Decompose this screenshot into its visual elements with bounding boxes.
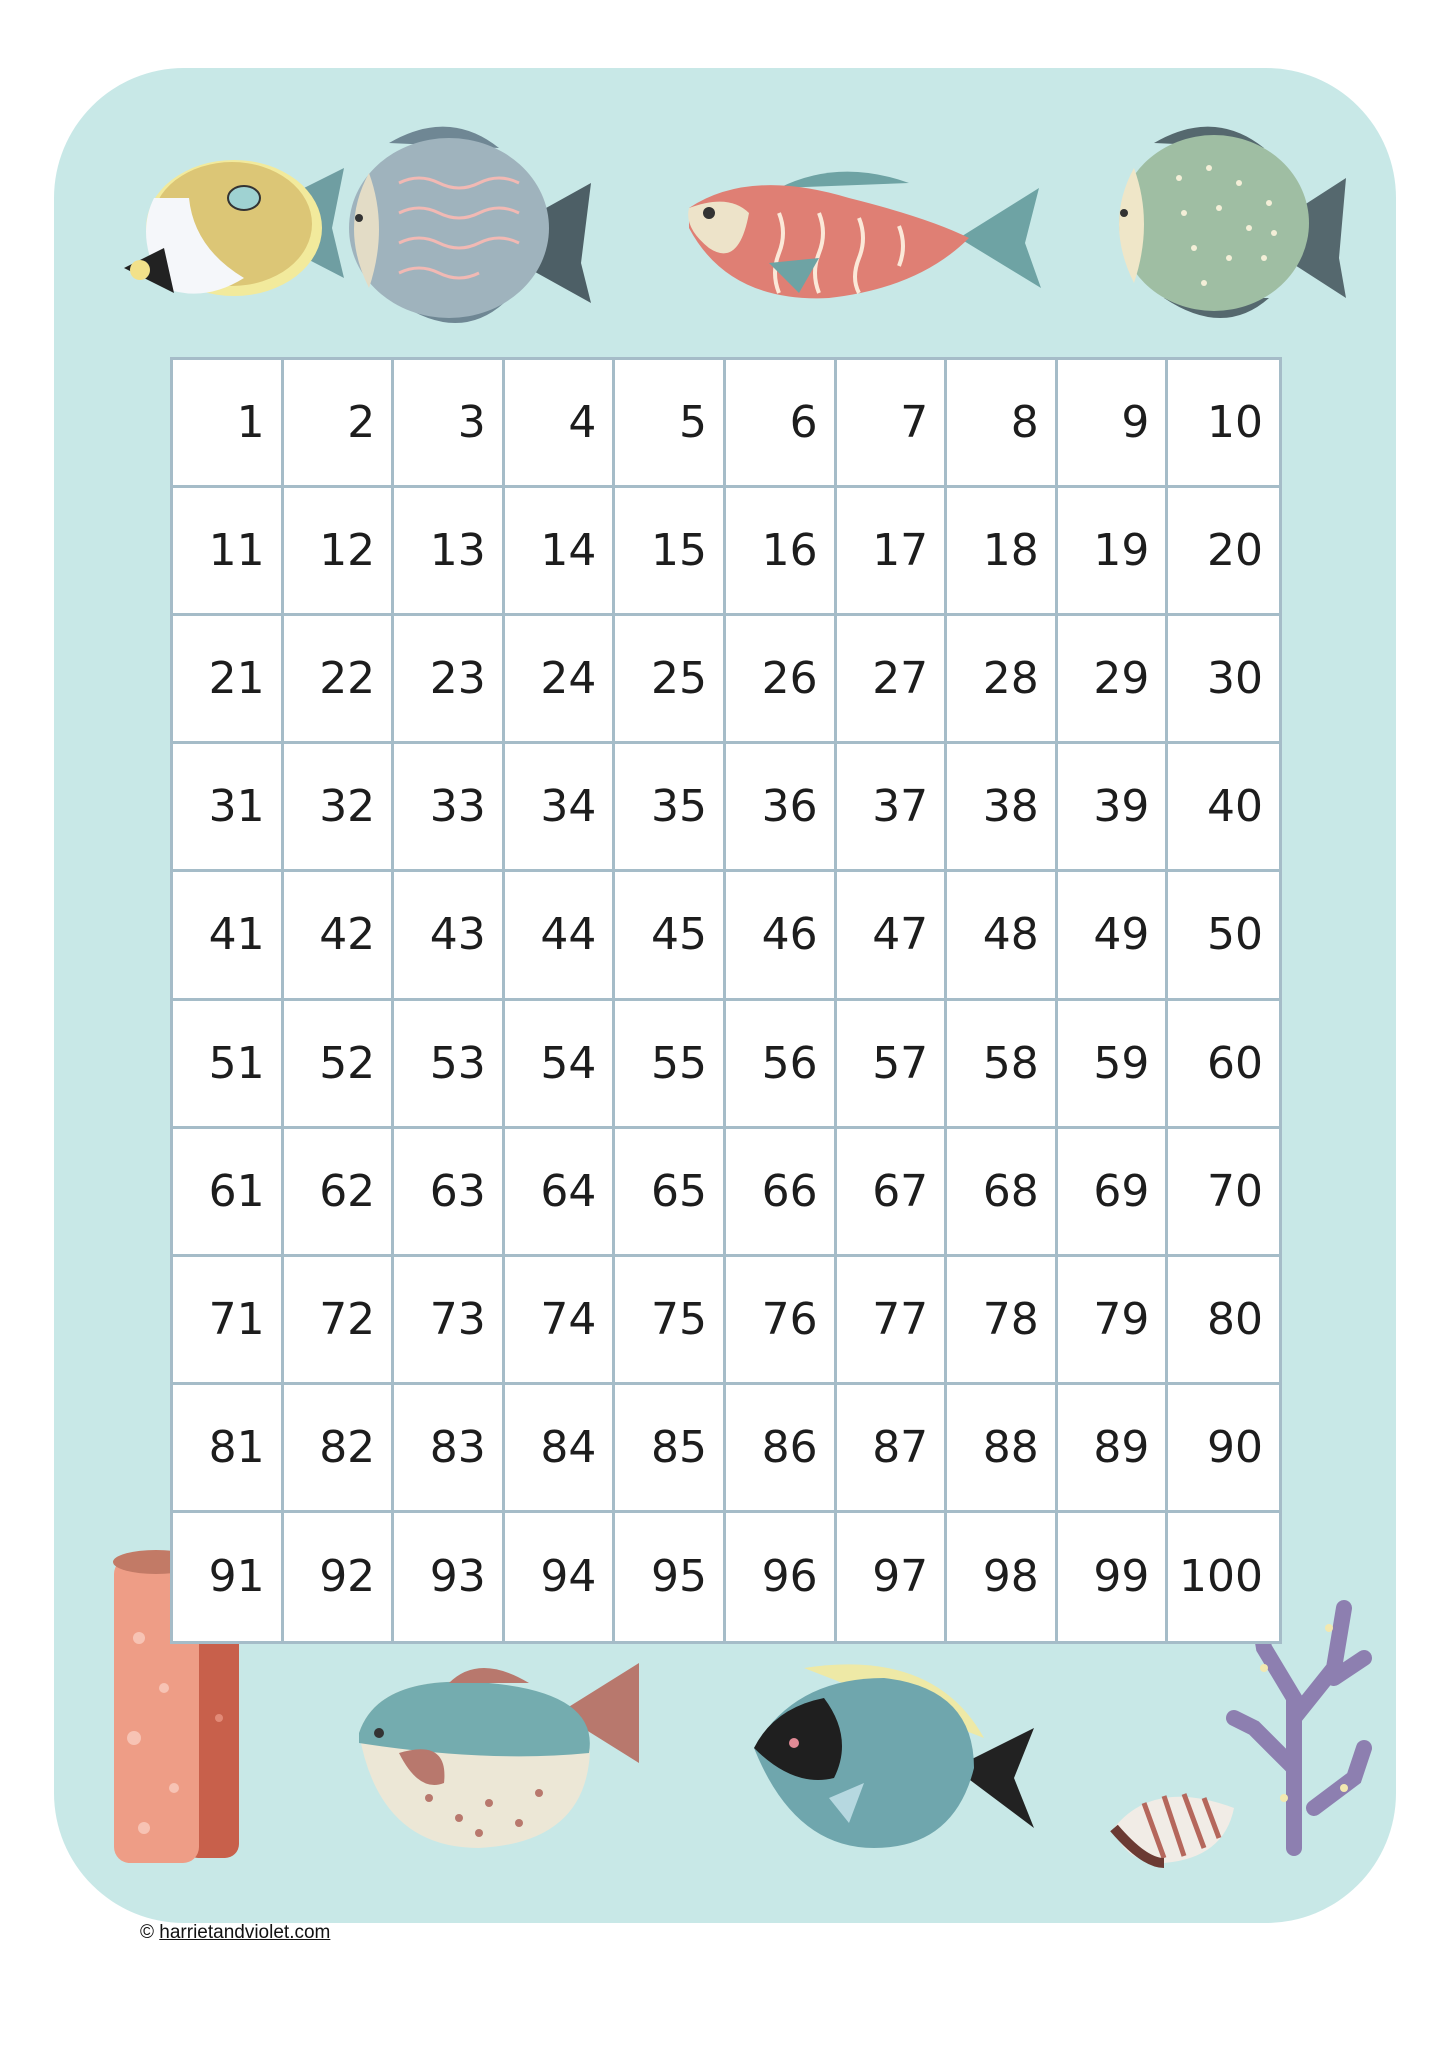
grid-cell: 8 [947,360,1058,488]
grid-cell: 80 [1168,1257,1279,1385]
grid-cell: 29 [1058,616,1169,744]
grid-cell: 34 [505,744,616,872]
grid-cell: 25 [615,616,726,744]
grid-cell: 20 [1168,488,1279,616]
grid-cell: 82 [284,1385,395,1513]
grid-cell: 86 [726,1385,837,1513]
grid-cell: 74 [505,1257,616,1385]
grid-cell: 97 [837,1513,948,1641]
grid-cell: 21 [173,616,284,744]
grid-cell: 19 [1058,488,1169,616]
grid-cell: 57 [837,1001,948,1129]
grid-cell: 93 [394,1513,505,1641]
grid-cell: 68 [947,1129,1058,1257]
grid-cell: 27 [837,616,948,744]
grid-cell: 59 [1058,1001,1169,1129]
grid-cell: 10 [1168,360,1279,488]
grid-cell: 56 [726,1001,837,1129]
grid-cell: 9 [1058,360,1169,488]
grid-cell: 100 [1179,1551,1263,1603]
hundred-number-grid [170,357,1282,1644]
grid-cell: 77 [837,1257,948,1385]
grid-cell: 47 [837,872,948,1000]
grid-cell: 65 [615,1129,726,1257]
grid-cell: 84 [505,1385,616,1513]
grid-cell: 18 [947,488,1058,616]
grid-cell: 71 [173,1257,284,1385]
grid-cell: 52 [284,1001,395,1129]
grid-cell: 85 [615,1385,726,1513]
grid-cell: 26 [726,616,837,744]
grid-cell: 64 [505,1129,616,1257]
grid-cell: 35 [615,744,726,872]
grid-cell: 39 [1058,744,1169,872]
grid-cell: 37 [837,744,948,872]
grid-cell: 99 [1058,1513,1169,1641]
grid-cell: 51 [173,1001,284,1129]
grid-cell: 89 [1058,1385,1169,1513]
red-wavy-fish-icon [669,138,1049,338]
grid-cell: 75 [615,1257,726,1385]
grid-cell: 96 [726,1513,837,1641]
grid-cell: 83 [394,1385,505,1513]
grid-cell: 31 [173,744,284,872]
grid-cell: 28 [947,616,1058,744]
grid-cell: 54 [505,1001,616,1129]
grid-cell: 60 [1168,1001,1279,1129]
grid-cell: 66 [726,1129,837,1257]
grid-cell: 88 [947,1385,1058,1513]
grid-cell: 44 [505,872,616,1000]
grid-cell: 78 [947,1257,1058,1385]
grid-cell: 36 [726,744,837,872]
grid-cell: 22 [284,616,395,744]
grid-cell: 24 [505,616,616,744]
grid-cell: 46 [726,872,837,1000]
grid-cell: 16 [726,488,837,616]
grid-cell: 50 [1168,872,1279,1000]
grid-cell: 6 [726,360,837,488]
grid-cell: 63 [394,1129,505,1257]
grid-cell: 4 [505,360,616,488]
grid-cell: 15 [615,488,726,616]
grid-cell: 38 [947,744,1058,872]
grid-cell: 1 [173,360,284,488]
grid-cell: 98 [947,1513,1058,1641]
grid-cell: 61 [173,1129,284,1257]
footer-copyright [140,1922,330,1944]
grid-cell: 95 [615,1513,726,1641]
grid-cell: 62 [284,1129,395,1257]
grid-cell: 23 [394,616,505,744]
grid-cell: 7 [837,360,948,488]
grid-cell: 53 [394,1001,505,1129]
grid-cell: 90 [1168,1385,1279,1513]
grid-cell: 2 [284,360,395,488]
grid-cell: 30 [1168,616,1279,744]
grid-cell: 81 [173,1385,284,1513]
tang-fish-icon [734,1648,1054,1878]
grid-cell: 5 [615,360,726,488]
grid-cell: 58 [947,1001,1058,1129]
grid-cell: 13 [394,488,505,616]
grid-cell: 42 [284,872,395,1000]
grid-cell: 49 [1058,872,1169,1000]
grid-cell: 72 [284,1257,395,1385]
site-link[interactable]: harrietandviolet.com [159,1922,331,1943]
grid-cell: 43 [394,872,505,1000]
grid-cell: 3 [394,360,505,488]
grid-cell: 94 [505,1513,616,1641]
grid-cell: 40 [1168,744,1279,872]
grid-cell: 33 [394,744,505,872]
grid-cell: 41 [173,872,284,1000]
grid-cell: 32 [284,744,395,872]
grid-cell: 67 [837,1129,948,1257]
grid-cell: 76 [726,1257,837,1385]
grid-cell: 12 [284,488,395,616]
copyright-symbol: © [140,1922,154,1943]
spotted-green-fish-icon [1084,108,1364,338]
grid-cell: 79 [1058,1257,1169,1385]
grid-cell: 48 [947,872,1058,1000]
grid-cell: 11 [173,488,284,616]
butterflyfish-icon [94,128,354,328]
grid-cell: 45 [615,872,726,1000]
seashell-icon [1104,1768,1244,1878]
grid-cell: 69 [1058,1129,1169,1257]
grid-cell: 17 [837,488,948,616]
striped-round-fish-icon [319,113,599,343]
grid-cell: 87 [837,1385,948,1513]
grid-cell: 55 [615,1001,726,1129]
grid-cell: 92 [284,1513,395,1641]
grid-cell: 91 [173,1513,284,1641]
grid-cell: 73 [394,1257,505,1385]
grid-cell: 70 [1168,1129,1279,1257]
pufferfish-icon [339,1643,659,1873]
grid-cell: 14 [505,488,616,616]
